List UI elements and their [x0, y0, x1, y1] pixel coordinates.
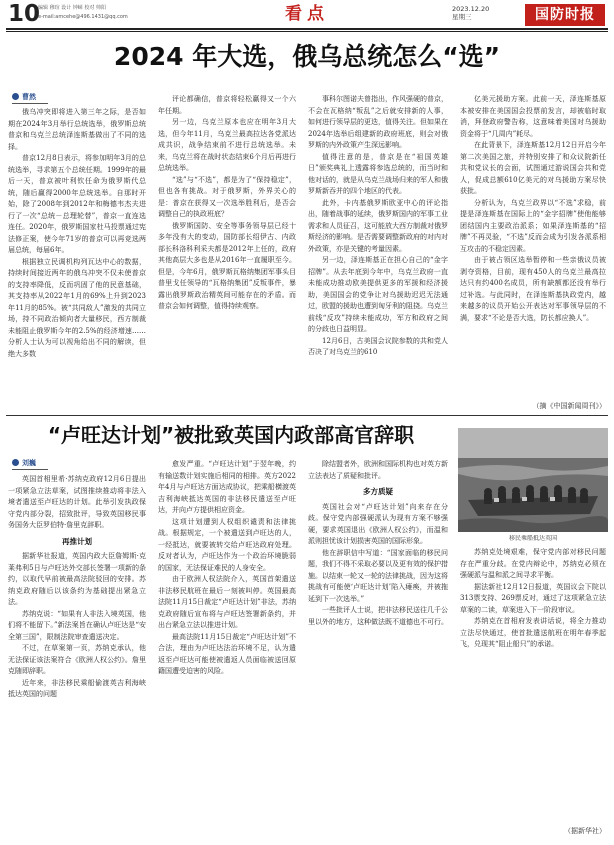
author-icon	[12, 459, 19, 466]
article2-column-1	[8, 474, 146, 836]
paragraph: 据新华社报道，英国内政大臣詹姆斯·克莱弗利5日与卢旺达外交部长签署一项新的条约，以取代早前被最高法院驳回的安排。苏纳克政府随后以该条约为基础提出紧急立法。	[8, 552, 146, 606]
paragraph: 除结盟者外，欧洲和国际机构也对英方新立法表达了质疑和批评。	[308, 460, 448, 480]
paragraph: 苏纳克在首相府发表讲话说，将全力推动立法尽快通过，使首批遣送航班在明年春季起飞，兑现其“阻止船只”的承诺。	[460, 617, 606, 648]
article1-column-1	[8, 107, 146, 412]
paragraph: 根据独立民调机构列瓦达中心的数据，持续时间接近两年的俄乌冲突不仅未使普京的支持率降低，反而巩固了他的民意基础，其支持率从2022年1月的69%上升到2023年11月的85%。被“共同敌人”激发的共同立场，持不同政治倾向者大量移民，西方制裁未能阻止俄罗斯今年的2.5%的经济增速……分析人士认为可以视角给出不同的解读，但绝大多数	[8, 257, 146, 358]
article1-source-box	[460, 401, 606, 413]
paragraph: 俄乌冲突即将进入第三年之际，是否如期在2024年3月举行总统选举，俄罗斯总统普京和乌克兰总统泽连斯基做出了不同的选择。	[8, 108, 146, 151]
paragraph: 事科尔图诺夫曾指出，作风强硬的普京，不会在瓦格纳“叛乱”之后就安排新的人事，如何进行领导层的更迭，值得关注。但如果在2024年选举后组建新的政府班底，则会对俄罗斯的内外政策产生深远影响。	[308, 95, 448, 149]
paragraph: 分析认为，乌克兰政界以“不选”求稳，前提是泽连斯基在国际上的“金字招牌”使他能够团结国内主要政治派系；如果泽连斯基的“招牌”不再灵验，“不选”反而会成为引发各派系相互攻击的不稳定因素。	[460, 198, 606, 253]
paragraph: 此外，卡内基俄罗斯欧亚中心的评论指出，随着战事的延续，俄罗斯国内的军事工业需求和人员征召，这可能放大西方制裁对俄罗斯经济的影响。是否需要调整新政府的对内对外政策，亦是关键的考量因素。	[308, 198, 448, 253]
paragraph: 苏纳克说：“如果有人非法入境英国，他们将不能留下。”新法案旨在确认卢旺达是“安全第三国”，限制法院审查遣送决定。	[8, 609, 146, 641]
photo-caption: 移民乘船抵达英国	[508, 535, 557, 542]
paragraph: 一些批评人士说，把非法移民送往几千公里以外的地方，这种做法既不道德也不可行。	[308, 606, 448, 626]
paragraph: 最高法院11月15日裁定“卢旺达计划”不合法，理由为卢旺达法治环境不足，认为遣返至卢旺达可能使被遣返人员面临被送回原籍国遭受迫害的风险。	[158, 632, 296, 675]
paragraph: 苏纳克处境艰难，保守党内部对移民问题存在严重分歧。在党内辩论中，苏纳克必须在强硬派与温和派之间寻求平衡。	[460, 548, 606, 579]
article1-byline	[12, 93, 36, 101]
paragraph: 据法新社12月12日报道，英国议会下院以313票支持、269票反对，通过了这项紧急立法草案的二读，草案进入下一阶段审议。	[460, 582, 606, 614]
article2-column-2	[158, 459, 296, 836]
weekday-text: 星期三	[452, 13, 472, 22]
article1-author: 曹然	[22, 93, 36, 101]
photo-image	[458, 428, 608, 532]
article1-headline: 2024 年大选，俄乌总统怎么“选”	[113, 42, 501, 71]
editor-line: 编辑 穆瑄 设计 钟嶂 校对 帅阳	[38, 5, 106, 11]
subhead: 再推计划	[62, 536, 92, 546]
issue-date	[452, 5, 489, 21]
article1-column-4	[460, 94, 606, 402]
article2-source-box	[460, 826, 606, 838]
article-divider	[6, 415, 608, 416]
date-text: 2023.12.20	[452, 5, 490, 13]
author-icon	[12, 93, 19, 100]
section-title: 看点	[285, 4, 329, 24]
article2-column-4	[460, 547, 606, 836]
byline-rule	[12, 103, 48, 104]
paragraph: 12月6日，古美国会议院参数的共和党人否决了对乌克兰的610	[308, 336, 448, 356]
paragraph: 这项计划遭到人权组织谴责和法律挑战。根据规定，一个被遣送到卢旺达的人，一经抵达，就要被转交给卢旺达政府处理。反对者认为，卢旺达作为一个政治环境脆弱的国家，无法保证难民的人身安全。	[158, 517, 296, 572]
paragraph: 由于被占领区选举暂停和一些亲俄议员被剥夺资格，目前，现有450人的乌克兰最高拉达只有约400名成员，所有缺额都还没有举行过补选。与此同时，在泽连斯基执政党内，越来越多的议员开始公开表达对军事领导层的不满，要求“不论是否大选，防长都应换人”。	[460, 256, 606, 322]
subhead: 多方质疑	[363, 487, 393, 496]
paragraph: “选”与“不选”，都是为了“保持稳定”，但也各有挑战。对于俄罗斯，外界关心的是：普京在获得又一次选举胜利后，是否会调整自己的执政班底？	[158, 175, 296, 218]
paragraph: 俄罗斯国防、安全等事务领导层已经十多年没有大的变动，国防部长绍伊古、内政部长科洛科利采夫都是2012年上任的，政府其他高层大多也是从2016年一直履职至今。但是，今年6月，俄罗斯瓦格纳集团军事头目普里戈任领导的“瓦格纳集团”反叛事件，暴露出俄罗斯政治精英间可能存在的矛盾。而普京会如何调整，值得持续观察。	[158, 221, 296, 310]
paragraph: 在此背景下，泽连斯基12月12日开启今年第二次美国之旅，并特别安排了和众议院新任共和党议长的会面，试图通过游说国会共和党人，促成总额610亿美元的对乌援助方案尽快获批。	[460, 141, 606, 195]
article1-column-2	[158, 94, 296, 412]
article2-headline: “卢旺达计划”被批致英国内政部高官辞职	[47, 423, 415, 447]
paper-logo: 国防时报	[525, 4, 605, 26]
article1-source: （摘《中国新闻周刊》）	[532, 402, 606, 410]
email-line: e-mail:amcehe@496.1431@qq.com	[38, 14, 128, 20]
article2-byline	[12, 459, 36, 467]
header-rule-thin	[6, 31, 608, 32]
paragraph: 评论都确信，普京将轻松赢得又一个六年任期。	[158, 95, 296, 115]
article2-author: 刘巍	[22, 459, 36, 467]
article2-source: （据新华社）	[564, 827, 606, 835]
paragraph: 他在辞职信中写道：“国家面临的移民问题，我们不得不采取必要以及更有效的保护措施。以结束一轮又一轮的法律挑战，因为这将挑战有可能使‘卢旺达计划’陷入瘫痪，并被拖延到下一次选举。”	[308, 548, 448, 603]
paragraph: 近年来，非法移民乘船偷渡英吉利海峡抵达英国的问题	[8, 678, 146, 698]
header-rule	[6, 28, 608, 30]
migrant-boat-photo	[458, 428, 608, 532]
byline-rule	[12, 469, 48, 470]
paragraph: 由于欧洲人权法院介入，英国首架遣送非法移民航班在最后一刻被叫停。英国最高法院11月15日裁定“卢旺达计划”非法，苏纳克政府随后宣布将与卢旺达签署新条约，并出台紧急立法以推进计划。	[158, 575, 296, 629]
paragraph: 另一边，乌克兰原本也应在明年3月大选，但今年11月，乌克兰最高拉达各党派达成共识，战争结束前不进行总统选举。未来，乌克兰将在战时状态结束6个月后再进行总统选举。	[158, 118, 296, 172]
paragraph: 愈发严重。“卢旺达计划”于翌年晚，约有输送数计划实施后相同的相排。英方2022年4月与卢旺达方面达成协议，把乘船横渡英吉利海峡抵达英国的非法移民遣送至卢旺达，并向卢方提供相应资金。	[158, 460, 296, 514]
page-number: 10	[8, 1, 41, 27]
paragraph: 不过，在草案第一页，苏纳克承认，他无法保证该法案符合《欧洲人权公约》。詹里克随即辞职。	[8, 644, 146, 675]
paragraph: 另一边，泽连斯基正在担心自己的“金字招牌”。从去年底到今年中，乌克兰政府一直未能成功推动欧美提供更多的军援和经济援助，美国国会的党争让对乌援助迟迟无法通过，欧盟的援助也遭到匈牙利的阻挠。乌克兰前线“反攻”持续未能成功，军方和政府之间的分歧也日益明显。	[308, 256, 448, 333]
paragraph: 英国社会对“卢旺达计划”向来存在分歧。保守党内部强硬派认为现有方案不够强硬，要求英国退出《欧洲人权公约》，而温和派则担忧该计划损害英国的国际形象。	[308, 502, 448, 545]
paragraph: 亿美元援助方案。此前一天，泽连斯基原本被安排在美国国会投票前发言，却被临时取消，拜登政府警告称，这意味着美国对乌援助资金将于“几周内”耗尽。	[460, 95, 606, 138]
article1-column-3	[308, 94, 448, 412]
paragraph: 值得注意的是，普京是在“祖国英雄日”颁奖典礼上透露将参选总统的，而当时和他对话的，就是从乌克兰战场归来的军人和俄罗斯新吞并的四个地区的代表。	[308, 152, 448, 195]
paragraph: 英国首相里希·苏纳克政府12月6日提出一项紧急立法草案，试图推续推动将非法入境者遣送至卢旺达的计划。此举引发执政保守党内部分裂，招致批评，导致英国移民事务国务大臣罗伯特·詹里克辞职。	[8, 475, 146, 529]
article2-column-3	[308, 459, 448, 836]
paragraph: 普京12月8日表示，将参加明年3月的总统选举，寻求第五个总统任期。1999年的最后一天，普京被叶利钦任命为俄罗斯代总统，随后赢得2000年总统选举。自那时开始，除了2008年到2012年和梅德韦杰夫进行了一次“总统－总理轮替”，普京一直连选连任。2020年，俄罗斯国家杜马投票通过宪法修正案，使今年71岁的普京可以再竞选两届总统，每届6年。	[8, 154, 146, 254]
